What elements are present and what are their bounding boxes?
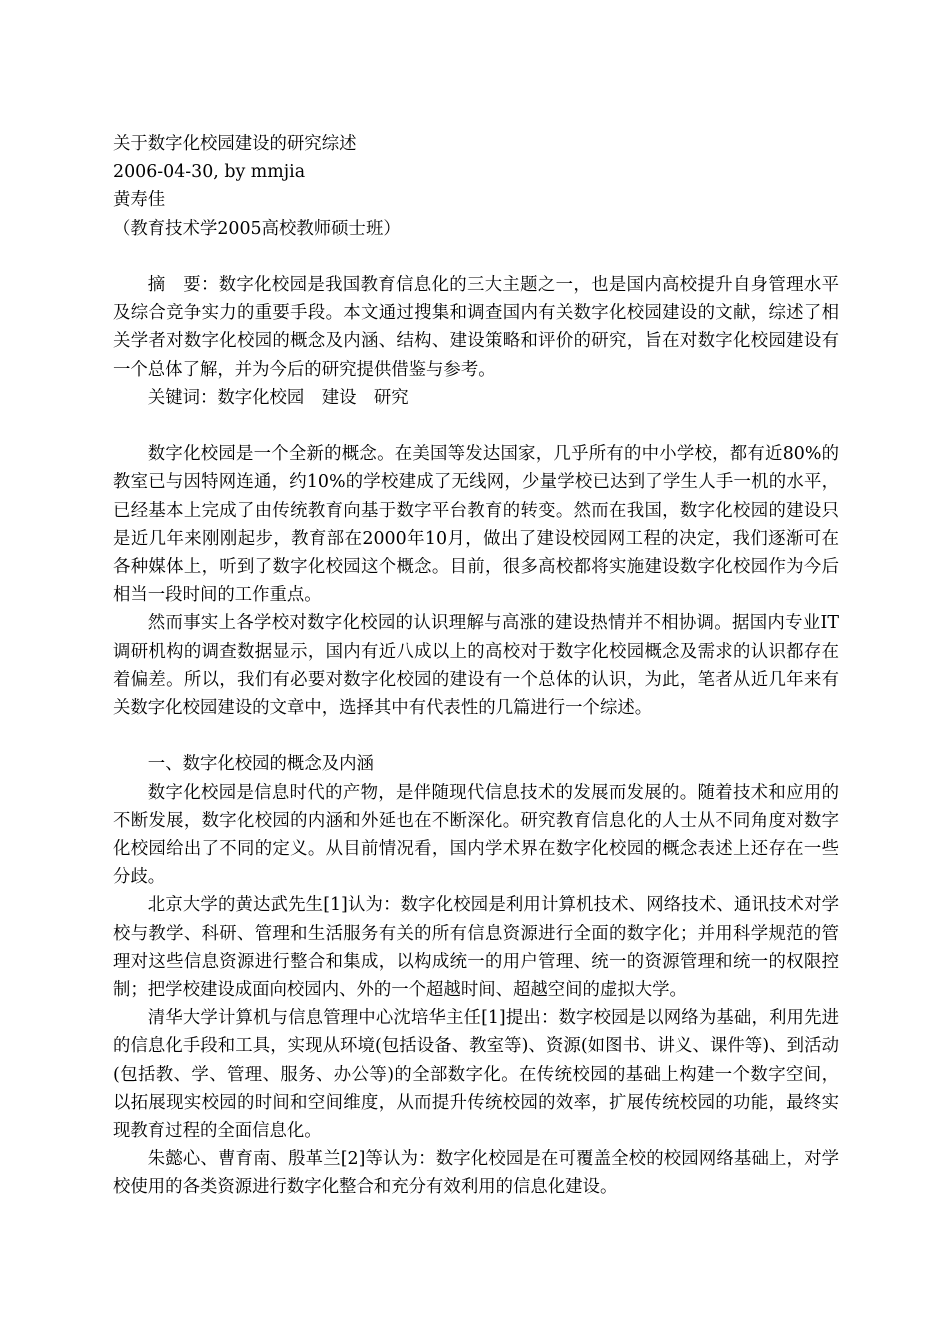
author-name: 黄寿佳 <box>113 190 166 211</box>
byline: 2006-04-30, by mmjia <box>113 162 306 183</box>
section-paragraph: 数字化校园是信息时代的产物，是伴随现代信息技术的发展而发展的。随着技术和应用的不断发展，数字化校园的内涵和外延也在不断深化。研究教育信息化的人士从不同角度对数字化校园给出了不同的定义。从目前情况看，国内学术界在数字化校园的概念表述上还存在一些分歧。 <box>113 782 839 888</box>
author-affiliation: （教育技术学2005高校教师硕士班） <box>113 218 401 239</box>
section-heading: 一、数字化校园的概念及内涵 <box>147 754 374 775</box>
article-title: 关于数字化校园建设的研究综述 <box>113 134 357 154</box>
intro-paragraph: 然而事实上各学校对数字化校园的认识理解与高涨的建设热情并不相协调。据国内专业IT调研机构的调查数据显示，国内有近八成以上的高校对于数字化校园概念及需求的认识都存在着偏差。所以，我们有必要对数字化校园的建设有一个总体的认识，为此，笔者从近几年来有关数字化校园建设的文章中，选择其中有代表性的几篇进行一个综述。 <box>113 613 839 719</box>
spacer <box>113 412 839 440</box>
section-paragraph: 北京大学的黄达武先生[1]认为：数字化校园是利用计算机技术、网络技术、通讯技术对学校与教学、科研、管理和生活服务有关的所有信息资源进行全面的数字化；并用科学规范的管理对这些信息资源进行整合和集成，以构成统一的用户管理、统一的资源管理和统一的权限控制；把学校建设成面向校园内、外的一个超越时间、超越空间的虚拟大学。 <box>113 895 839 1001</box>
section-paragraph: 朱懿心、曹育南、殷革兰[2]等认为：数字化校园是在可覆盖全校的校园网络基础上，对学校使用的各类资源进行数字化整合和充分有效利用的信息化建设。 <box>113 1149 839 1198</box>
section-paragraph: 清华大学计算机与信息管理中心沈培华主任[1]提出：数字校园是以网络为基础，利用先进的信息化手段和工具，实现从环境(包括设备、教室等)、资源(如图书、讲义、课件等)、到活动(包括教、学、管理、服务、办公等)的全部数字化。在传统校园的基础上构建一个数字空间，以拓展现实校园的时间和空间维度，从而提升传统校园的效率，扩展传统校园的功能，最终实现教育过程的全面信息化。 <box>113 1008 839 1142</box>
spacer <box>113 722 839 750</box>
intro-paragraph: 数字化校园是一个全新的概念。在美国等发达国家，几乎所有的中小学校，都有近80%的教室已与因特网连通，约10%的学校建成了无线网，少量学校已达到了学生人手一机的水平，已经基本上完成了由传统教育向基于数字平台教育的转变。然而在我国，数字化校园的建设只是近几年来刚刚起步，教育部在2000年10月，做出了建设校园网工程的决定，我们逐渐可在各种媒体上，听到了数字化校园这个概念。目前，很多高校都将实施建设数字化校园作为今后相当一段时间的工作重点。 <box>113 444 839 606</box>
keywords-line: 关键词：数字化校园 建设 研究 <box>147 387 409 408</box>
document-page <box>113 130 839 1202</box>
abstract-paragraph: 摘 要：数字化校园是我国教育信息化的三大主题之一，也是国内高校提升自身管理水平及综合竞争实力的重要手段。本文通过搜集和调查国内有关数字化校园建设的文献，综述了相关学者对数字化校园的概念及内涵、结构、建设策略和评价的研究，旨在对数字化校园建设有一个总体了解，并为今后的研究提供借鉴与参考。 <box>113 275 839 380</box>
spacer <box>113 243 839 271</box>
